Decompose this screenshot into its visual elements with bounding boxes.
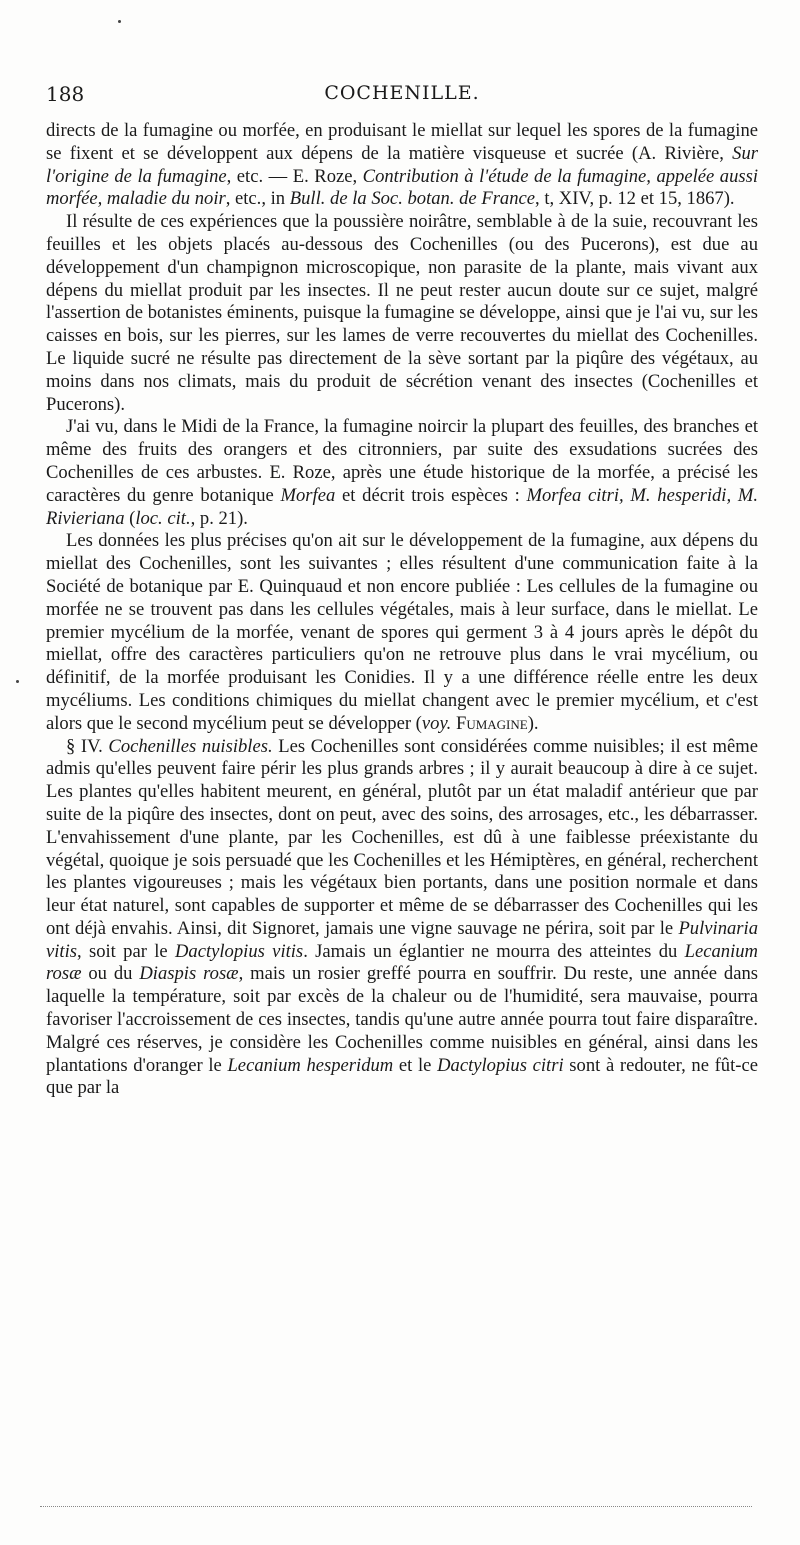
running-title: COCHENILLE. (324, 82, 480, 104)
paragraph (46, 211, 758, 416)
italic-run: loc. cit. (135, 507, 191, 529)
page-speck (16, 680, 19, 683)
italic-run: Dactylopius vitis (175, 940, 304, 962)
text-run: et le (393, 1054, 438, 1076)
text-run: ). (527, 712, 539, 734)
page-number: 188 (46, 82, 85, 106)
text-run: ou du (81, 963, 140, 985)
italic-run: Sur l'origine de la fumagine (46, 142, 758, 187)
small-caps-run: Fumagine (455, 712, 528, 734)
text-run: , p. 21). (190, 507, 248, 529)
italic-run: Pulvinaria vitis (46, 917, 758, 962)
text-run: et décrit trois espèces : (335, 484, 527, 506)
italic-run: Lecanium hesperidum (227, 1054, 394, 1076)
text-run: ( (124, 507, 136, 529)
page-speck (118, 20, 121, 23)
text-run: , t, XIV, p. 12 et 15, 1867). (535, 188, 735, 210)
text-run: , etc. — E. Roze, (226, 165, 363, 187)
paragraph (46, 416, 758, 530)
text-run: , mais un rosier greffé pourra en souffrir. Du reste, une année dans laquelle la température, soit par excès de la chaleur ou de l'humidité, sera mauvaise, pourra favoriser l'accroissement de ces insectes, tandis qu'une autre année pourra tout faire disparaître. Malgré ces réserves, je considère les Cochenilles comme nuisibles en général, ainsi dans les plantations d'oranger le (46, 963, 758, 1076)
italic-run: Morfea (280, 484, 336, 506)
text-run: Les données les plus précises qu'on ait sur le développement de la fumagine, aux dépens du miellat des Cochenilles, sont les suivantes ; elles résultent d'une communication faite à la Société de botanique par E. Quinquaud et non encore publiée : Les cellules de la fumagine ou morfée ne se trouvent pas dans les cellules végétales, mais à leur surface, dans le miellat. Le premier mycélium de la morfée, venant de spores qui germent 3 à 4 jours après le dépôt du miellat, offre des caractères particuliers qu'on ne retrouve plus dans le vrai mycélium, ou définitif, de la morfée produisant les Conidies. Il y a une différence réelle entre les deux mycéliums. Les conditions chimiques du miellat changent avec le premier mycélium, et c'est alors que le second mycélium peut se développer ( (46, 530, 758, 734)
text-run: § IV. (66, 735, 109, 757)
italic-run: Dactylopius citri (437, 1054, 564, 1076)
text-run: , etc., in (225, 188, 290, 210)
italic-run: Morfea citri, M. hesperidi, M. Rivieriana (46, 484, 759, 529)
italic-run: Cochenilles nuisibles. (108, 735, 273, 757)
italic-run: Bull. de la Soc. botan. de France (289, 188, 536, 210)
paragraph (46, 736, 758, 1101)
page-bottom-rule (40, 1506, 752, 1509)
page-header (46, 82, 758, 112)
text-run: directs de la fumagine ou morfée, en produisant le miellat sur lequel les spores de la fumagine se fixent et se développent aux dépens de la matière visqueuse et sucrée (A. Rivière, (46, 120, 758, 164)
text-run: Les Cochenilles sont considérées comme nuisibles; il est même admis qu'elles peuvent faire périr les plus grands arbres ; il y aurait beaucoup à dire à ce sujet. Les plantes qu'elles habitent meurent, en général, plutôt par un état maladif antérieur que par suite de la piqûre des insectes, dont on peut, avec des soins, des arrosages, etc., les débarrasser. L'envahissement d'une plante, par les Cochenilles, est dû à une faiblesse préexistante du végétal, quoique je sois persuadé que les Cochenilles et les Hémiptères, en général, recherchent les plantes vigoureuses ; mais les végétaux bien portants, dans une position normale et dans leur état naturel, sont capables de supporter et même de se débarrasser des Cochenilles qui les ont déjà envahis. Ainsi, dit Signoret, jamais une vigne sauvage ne périra, soit par le (46, 735, 758, 939)
text-run: J'ai vu, dans le Midi de la France, la fumagine noircir la plupart des feuilles, des branches et même des fruits des orangers et des citronniers, par suite des exsudations sucrées des Cochenilles de ces arbustes. E. Roze, après une étude historique de la morfée, a précisé les caractères du genre botanique (46, 416, 758, 506)
italic-run: Lecanium rosæ (46, 940, 758, 985)
body-text (46, 120, 758, 1100)
paragraph (46, 530, 758, 735)
italic-run: Contribution à l'étude de la fumagine, appelée aussi morfée, maladie du noir (46, 165, 759, 210)
text-run: sont à redouter, ne fût-ce que par la (46, 1054, 758, 1099)
text-run: , soit par le (77, 940, 175, 962)
text-run: Il résulte de ces expériences que la poussière noirâtre, semblable à de la suie, recouvrant les feuilles et les objets placés au-dessous des Cochenilles (ou des Pucerons), est due au développement d'un champignon microscopique, non parasite de la plante, mais vivant aux dépens du miellat produit par les insectes. Il ne peut rester aucun doute sur ce sujet, malgré l'assertion de botanistes éminents, puisque la fumagine se développe, ainsi que je l'ai vu, sur les caisses en bois, sur les pierres, sur les lames de verre recouvertes du miellat des Cochenilles. Le liquide sucré ne résulte pas directement de la sève sortant par la piqûre des végétaux, au moins dans nos climats, mais du produit de sécrétion venant des insectes (Cochenilles et Pucerons). (46, 211, 758, 415)
paragraph (46, 120, 758, 211)
italic-run: Diaspis rosæ (139, 963, 239, 985)
italic-run: voy. (421, 712, 452, 734)
text-run: . Jamais un églantier ne mourra des atteintes du (303, 940, 685, 962)
